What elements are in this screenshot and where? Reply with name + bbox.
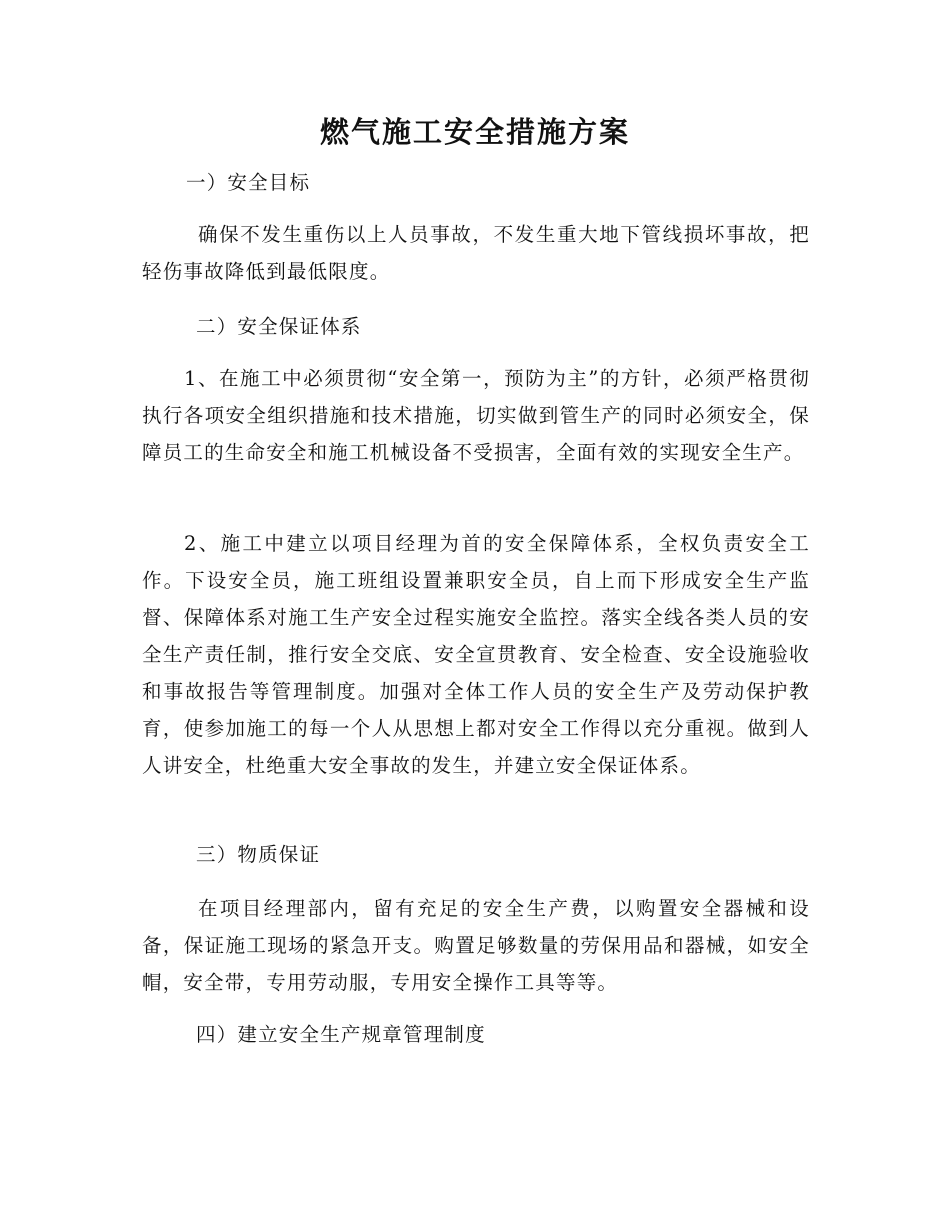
document-title: 燃气施工安全措施方案 (319, 115, 630, 149)
paragraph-material-guarantee: 在项目经理部内，留有充足的安全生产费，以购置安全器械和设备，保证施工现场的紧急开支。购置足够数量的劳保用品和器械，如安全帽，安全带，专用劳动服，专用安全操作工具等等。 (142, 897, 810, 994)
section-heading-safety-goal: 一）安全目标 (186, 171, 311, 194)
section-heading-safety-rules: 四）建立安全生产规章管理制度 (196, 1023, 486, 1046)
paragraph-safety-system-1: 1、在施工中必须贯彻“安全第一，预防为主”的方针，必须严格贯彻执行各项安全组织措施和技术措施，切实做到管生产的同时必须安全，保障员工的生命安全和施工机械设备不受损害，全面有效的实现安全生产。 (142, 367, 810, 464)
paragraph-safety-goal: 确保不发生重伤以上人员事故，不发生重大地下管线损坏事故，把轻伤事故降低到最低限度。 (142, 223, 810, 283)
section-heading-material-guarantee: 三）物质保证 (196, 843, 321, 866)
paragraph-safety-system-2: 2、施工中建立以项目经理为首的安全保障体系，全权负责安全工作。下设安全员，施工班组设置兼职安全员，自上而下形成安全生产监督、保障体系对施工生产安全过程实施安全监控。落实全线各类人员的安全生产责任制，推行安全交底、安全宣贯教育、安全检查、安全设施验收和事故报告等管理制度。加强对全体工作人员的安全生产及劳动保护教育，使参加施工的每一个人从思想上都对安全工作得以充分重视。做到人人讲安全，杜绝重大安全事故的发生，并建立安全保证体系。 (142, 532, 810, 777)
section-heading-safety-system: 二）安全保证体系 (196, 315, 362, 338)
